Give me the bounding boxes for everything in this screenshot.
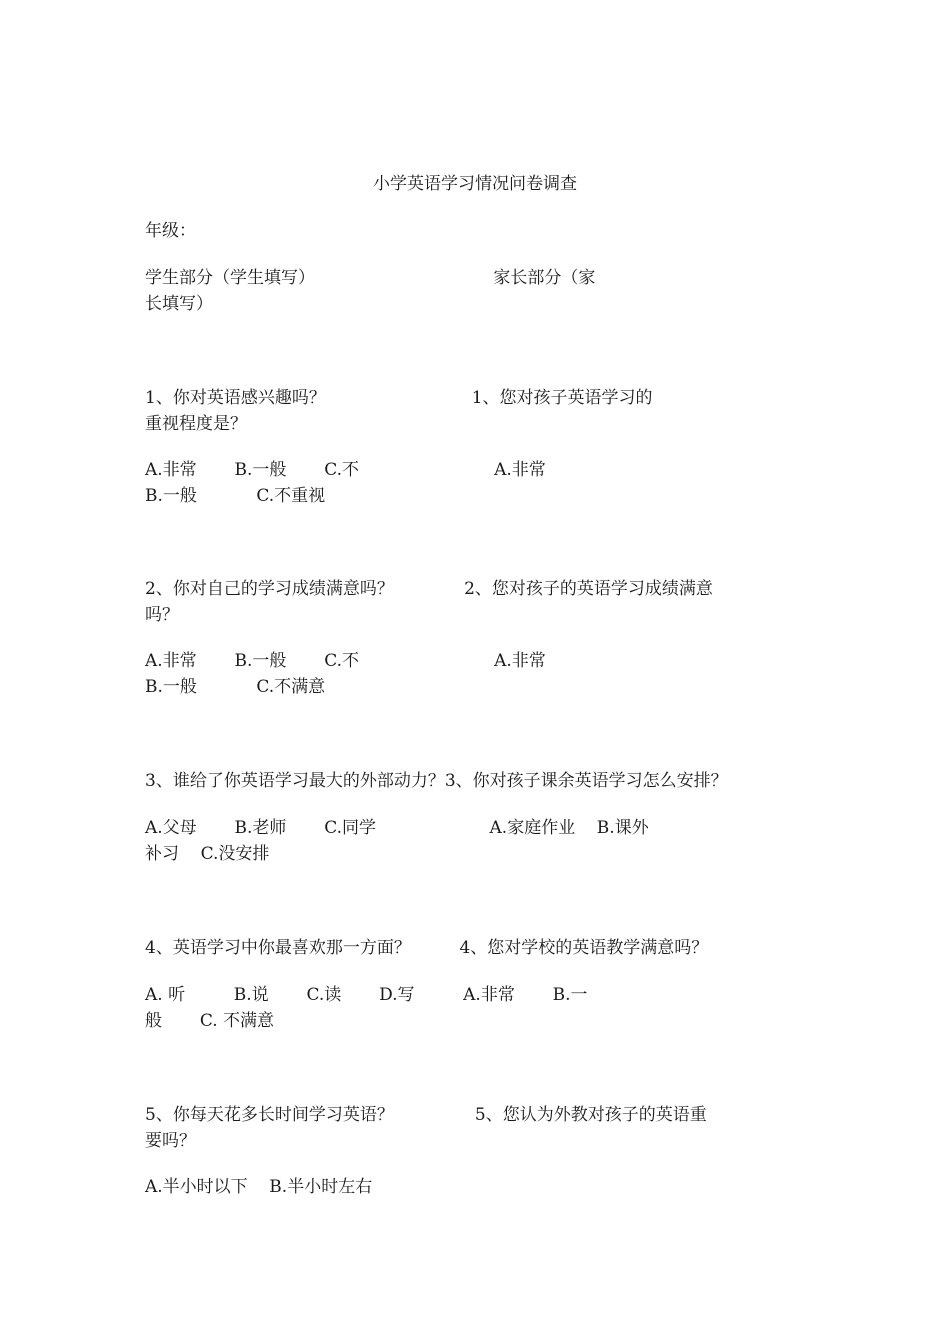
question-2-line-2: 吗？	[145, 605, 179, 625]
question-1-line-2: 重视程度是？	[145, 414, 247, 434]
question-5-options-line-1: A.半小时以下 B.半小时左右	[145, 1177, 373, 1197]
question-4-options-line-1: A. 听 B.说 C.读 D.写 A.非常 B.一	[145, 985, 588, 1005]
question-1-line-1: 1、你对英语感兴趣吗？ 1、您对孩子英语学习的	[145, 388, 653, 408]
section-header-line-2: 长填写）	[145, 294, 213, 314]
question-5-line-1: 5、你每天花多长时间学习英语？ 5、您认为外教对孩子的英语重	[145, 1105, 707, 1125]
question-1-options-line-2: B.一般 C.不重视	[145, 486, 326, 506]
question-3-line-1: 3、谁给了你英语学习最大的外部动力？3、你对孩子课余英语学习怎么安排？	[145, 771, 728, 791]
question-1-options-line-1: A.非常 B.一般 C.不 A.非常	[145, 460, 546, 480]
question-2-line-1: 2、你对自己的学习成绩满意吗？ 2、您对孩子的英语学习成绩满意	[145, 579, 713, 599]
question-3-options-line-2: 补习 C.没安排	[145, 844, 270, 864]
section-header-line-1: 学生部分（学生填写） 家长部分（家	[145, 268, 596, 288]
question-5-line-2: 要吗？	[145, 1131, 196, 1151]
page-title: 小学英语学习情况问卷调查	[373, 174, 577, 194]
grade-label: 年级：	[145, 221, 196, 241]
question-4-line-1: 4、英语学习中你最喜欢那一方面？ 4、您对学校的英语教学满意吗？	[145, 938, 709, 958]
question-2-options-line-1: A.非常 B.一般 C.不 A.非常	[145, 651, 546, 671]
question-4-options-line-2: 般 C. 不满意	[145, 1011, 275, 1031]
question-2-options-line-2: B.一般 C.不满意	[145, 677, 326, 697]
question-3-options-line-1: A.父母 B.老师 C.同学 A.家庭作业 B.课外	[145, 818, 649, 838]
